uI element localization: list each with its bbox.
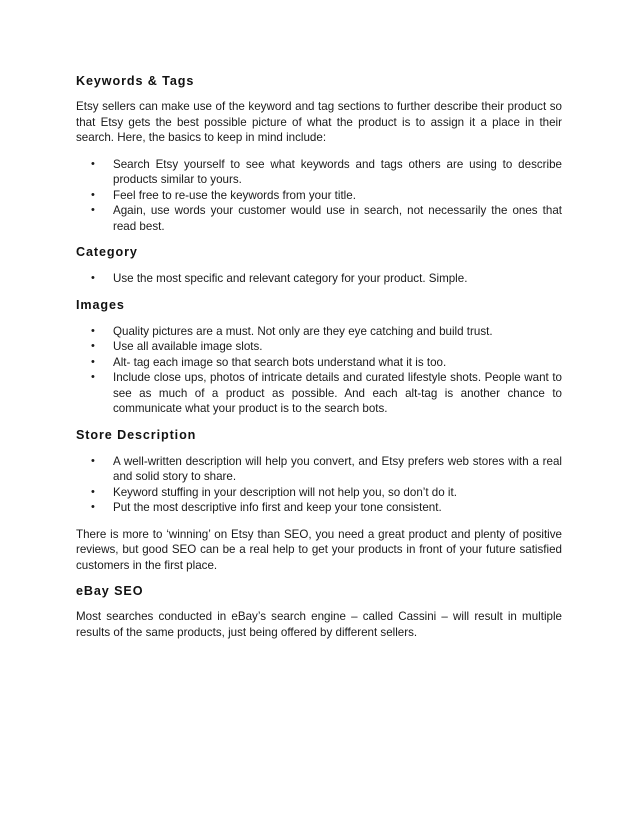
list-item: • Quality pictures are a must. Not only are they eye catching and build trust. (91, 324, 493, 338)
list-item: • Use all available image slots. (91, 340, 263, 353)
section-heading-category: Category (76, 245, 138, 259)
list-item: • Include close ups, photos of intricate details and curated lifestyle shots. People want to see as much of a product as possible. And each alt-tag is another chance to communicate what your product is to the search bots. (91, 371, 562, 415)
document-page (76, 73, 562, 640)
bullet-icon: • (91, 188, 95, 201)
list-item: • Again, use words your customer would use in search, not necessarily the ones that read best. (91, 204, 562, 233)
list-item: • Feel free to re-use the keywords from your title. (91, 188, 356, 202)
bullet-icon: • (91, 340, 95, 352)
bullet-icon: • (91, 157, 95, 170)
bullet-icon: • (91, 501, 95, 513)
store-description-list (76, 454, 562, 516)
bullet-icon: • (91, 371, 95, 383)
bullet-icon: • (91, 355, 95, 368)
category-list (76, 271, 562, 287)
bullet-icon: • (91, 324, 95, 337)
list-item: • Alt- tag each image so that search bots understand what it is too. (91, 355, 447, 369)
section-heading-keywords-tags: Keywords & Tags (76, 74, 195, 88)
list-item: • Put the most descriptive info first and keep your tone consistent. (91, 501, 442, 514)
bullet-icon: • (91, 204, 95, 216)
ebay-seo-intro: Most searches conducted in eBay’s search engine – called Cassini – will result in multiple results of the same products, just being offered by different sellers. (76, 610, 562, 639)
list-item: • Search Etsy yourself to see what keywords and tags others are using to describe products similar to yours. (91, 157, 562, 186)
keywords-tags-list (76, 157, 562, 235)
bullet-icon: • (91, 454, 95, 467)
section-heading-images: Images (76, 297, 125, 312)
images-list (76, 324, 562, 417)
list-item: • A well-written description will help you convert, and Etsy prefers web stores with a real and solid story to share. (91, 454, 562, 483)
section-heading-ebay-seo: eBay SEO (76, 584, 144, 598)
store-description-outro: There is more to ‘winning’ on Etsy than SEO, you need a great product and plenty of positive reviews, but good SEO can be a real help to get your products in front of your future satisfied customers in the first place. (76, 527, 562, 572)
keywords-tags-intro: Etsy sellers can make use of the keyword and tag sections to further describe their product so that Etsy gets the best possible picture of what the product is to assign it a place in their search. Here, the basics to keep in mind include: (76, 100, 562, 144)
bullet-icon: • (91, 272, 95, 284)
section-heading-store-description: Store Description (76, 427, 197, 442)
list-item: • Use the most specific and relevant category for your product. Simple. (91, 272, 468, 285)
list-item: • Keyword stuffing in your description will not help you, so don’t do it. (91, 485, 457, 499)
bullet-icon: • (91, 485, 95, 498)
